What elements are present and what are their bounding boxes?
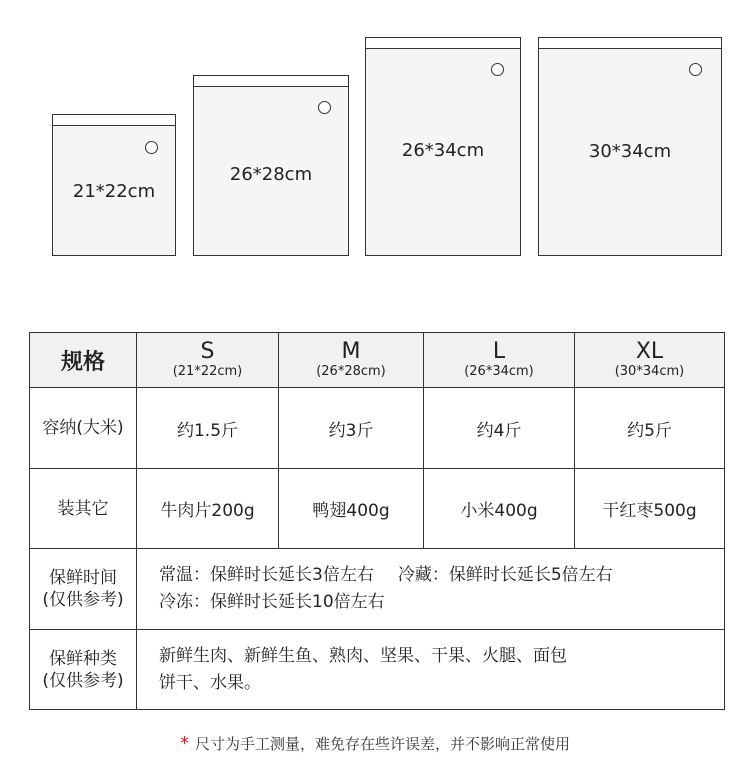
fresh-type-label	[30, 630, 137, 710]
capacity-cell: 约3斤	[279, 388, 424, 469]
bag-l-illustration	[365, 37, 521, 256]
bag-size-label: 21*22cm	[72, 181, 156, 202]
capacity-cell: 约4斤	[424, 388, 575, 469]
hang-hole-icon	[145, 141, 158, 154]
header-row	[30, 333, 725, 388]
hang-hole-icon	[491, 63, 504, 76]
fresh-time-content	[137, 549, 725, 630]
fresh-time-label-line1: 保鲜时间	[49, 568, 117, 588]
size-xl-header	[575, 333, 725, 388]
fresh-type-content	[137, 630, 725, 710]
size-dimension: (30*34cm)	[614, 364, 685, 379]
other-items-row	[30, 469, 725, 549]
bag-seal-strip	[366, 38, 520, 49]
size-dimension: (26*34cm)	[464, 364, 534, 379]
size-code: L	[492, 339, 506, 364]
bag-size-label: 26*34cm	[401, 140, 485, 161]
capacity-cell: 约5斤	[575, 388, 725, 469]
fresh-type-line2: 饼干、水果。	[159, 672, 261, 693]
refrigerated-text: 冷藏：保鲜时长延长5倍左右	[397, 565, 613, 585]
other-items-cell: 牛肉片200g	[137, 469, 279, 549]
room-temp-text: 常温：保鲜时长延长3倍左右	[159, 565, 374, 585]
hang-hole-icon	[689, 63, 702, 76]
capacity-cell: 约1.5斤	[137, 388, 279, 469]
size-l-header	[424, 333, 575, 388]
bag-seal-strip	[53, 115, 175, 126]
bag-m-illustration	[193, 75, 349, 256]
size-code: XL	[635, 339, 664, 364]
fresh-type-label-line2: (仅供参考)	[42, 670, 124, 691]
asterisk-icon: *	[179, 733, 189, 754]
frozen-text: 冷冻：保鲜时长延长10倍左右	[159, 592, 385, 612]
spec-table	[29, 332, 725, 710]
fresh-type-row	[30, 630, 725, 710]
bag-seal-strip	[539, 38, 721, 49]
size-code: M	[341, 339, 361, 364]
bag-size-label: 26*28cm	[229, 164, 313, 185]
other-items-cell: 鸭翅400g	[279, 469, 424, 549]
other-items-cell: 干红枣500g	[575, 469, 725, 549]
capacity-label: 容纳(大米)	[30, 388, 137, 469]
bag-seal-strip	[194, 76, 348, 87]
bag-s-illustration	[52, 114, 176, 256]
measurement-note	[0, 733, 750, 754]
fresh-type-line1: 新鲜生肉、新鲜生鱼、熟肉、坚果、干果、火腿、面包	[159, 645, 567, 666]
size-m-header	[279, 333, 424, 388]
size-s-header	[137, 333, 279, 388]
size-dimension: (21*22cm)	[172, 364, 243, 379]
other-items-cell: 小米400g	[424, 469, 575, 549]
hang-hole-icon	[318, 101, 331, 114]
capacity-row	[30, 388, 725, 469]
fresh-time-label-line2: (仅供参考)	[42, 590, 124, 610]
other-items-label: 装其它	[30, 469, 137, 549]
bag-size-label: 30*34cm	[588, 141, 672, 162]
size-code: S	[200, 339, 215, 364]
fresh-time-label	[30, 549, 137, 630]
measurement-note-text: 尺寸为手工测量，难免存在些许误差，并不影响正常使用	[194, 735, 570, 753]
size-dimension: (26*28cm)	[316, 364, 386, 379]
spec-header-label: 规格	[30, 333, 137, 388]
bag-xl-illustration	[538, 37, 722, 256]
fresh-type-label-line1: 保鲜种类	[49, 648, 117, 669]
fresh-time-row	[30, 549, 725, 630]
